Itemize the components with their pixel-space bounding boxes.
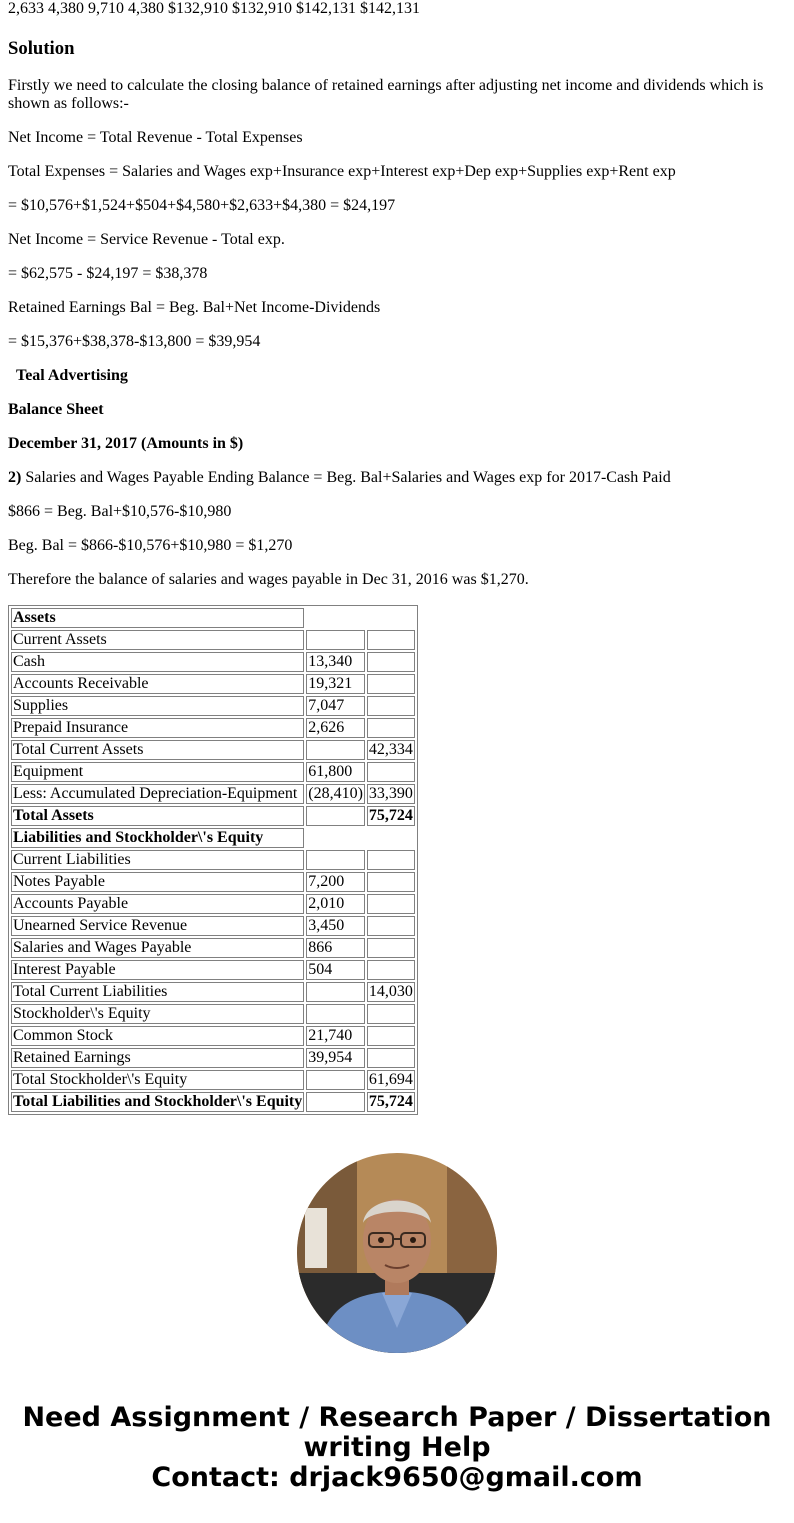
detail-amount: 39,954 (306, 1048, 365, 1068)
intro-paragraph: Firstly we need to calculate the closing balance of retained earnings after adjusting net income and dividends which is shown as follows:- (8, 77, 764, 112)
row-label: Less: Accumulated Depreciation-Equipment (11, 784, 304, 804)
table-row (11, 828, 415, 848)
detail-amount (306, 850, 365, 870)
detail-amount (306, 740, 365, 760)
detail-amount: (28,410) (308, 785, 363, 802)
total-amount (367, 960, 415, 980)
row-label: Retained Earnings (11, 1048, 304, 1068)
row-label: Liabilities and Stockholder\'s Equity (11, 828, 304, 848)
total-amount: 42,334 (368, 741, 413, 758)
table-row (11, 652, 415, 672)
net-income-calc: = $62,575 - $24,197 = $38,378 (8, 265, 208, 282)
contact-line-1: Need Assignment / Research Paper / Dissertation (22, 1402, 772, 1433)
contact-email: Contact: drjack9650@gmail.com (151, 1462, 643, 1493)
total-amount: 14,030 (368, 983, 413, 1000)
detail-amount: 7,047 (306, 696, 365, 716)
table-row (11, 674, 415, 694)
row-label: Current Liabilities (11, 850, 304, 870)
solution-heading: Solution (8, 38, 75, 59)
total-amount: 75,724 (368, 807, 413, 824)
total-amount (367, 630, 415, 650)
detail-amount: 7,200 (306, 872, 365, 892)
total-amount (367, 696, 415, 716)
table-row (11, 1026, 415, 1046)
detail-amount: 2,010 (306, 894, 365, 914)
part2-equation: $866 = Beg. Bal+$10,576-$10,980 (8, 503, 232, 520)
balance-sheet-table (8, 605, 418, 1115)
table-row (11, 960, 415, 980)
detail-amount: 21,740 (306, 1026, 365, 1046)
total-amount (367, 894, 415, 914)
total-amount: 33,390 (368, 785, 413, 802)
part2-beg-bal: Beg. Bal = $866-$10,576+$10,980 = $1,270 (8, 537, 293, 554)
net-income-service-formula: Net Income = Service Revenue - Total exp. (8, 231, 285, 248)
table-row (11, 608, 415, 628)
total-amount (367, 1026, 415, 1046)
author-avatar (297, 1153, 497, 1353)
total-amount (367, 938, 415, 958)
total-amount (367, 762, 415, 782)
table-row (11, 1070, 415, 1090)
table-row (11, 872, 415, 892)
table-row (11, 806, 415, 826)
total-amount (367, 718, 415, 738)
row-label: Prepaid Insurance (11, 718, 304, 738)
row-label: Unearned Service Revenue (11, 916, 304, 936)
row-label: Notes Payable (11, 872, 304, 892)
contact-banner (0, 1403, 794, 1493)
statement-title: Balance Sheet (8, 401, 104, 418)
row-label: Interest Payable (11, 960, 304, 980)
table-row (11, 630, 415, 650)
detail-amount (306, 1004, 365, 1024)
net-income-formula: Net Income = Total Revenue - Total Expenses (8, 129, 303, 146)
row-label: Total Current Assets (11, 740, 304, 760)
row-label: Total Stockholder\'s Equity (11, 1070, 304, 1090)
table-row (11, 762, 415, 782)
detail-amount: 2,626 (306, 718, 365, 738)
row-label: Equipment (11, 762, 304, 782)
total-expenses-formula: Total Expenses = Salaries and Wages exp+Insurance exp+Interest exp+Dep exp+Supplies exp+Rent exp (8, 163, 676, 180)
part2-paragraph (8, 469, 786, 487)
table-row (11, 1004, 415, 1024)
empty-cell (306, 828, 415, 848)
table-row (11, 1048, 415, 1068)
row-label: Stockholder\'s Equity (11, 1004, 304, 1024)
detail-amount: 3,450 (306, 916, 365, 936)
part2-label: 2) (8, 469, 22, 486)
row-label: Total Liabilities and Stockholder\'s Equity (13, 1093, 303, 1110)
author-photo (297, 1153, 497, 1353)
row-label: Assets (11, 608, 304, 628)
detail-amount (306, 1092, 365, 1112)
contact-line-2: writing Help (303, 1432, 491, 1463)
total-amount: 75,724 (368, 1093, 413, 1110)
total-amount (367, 652, 415, 672)
part2-conclusion: Therefore the balance of salaries and wages payable in Dec 31, 2016 was $1,270. (8, 571, 529, 588)
detail-amount: 13,340 (306, 652, 365, 672)
row-label: Supplies (11, 696, 304, 716)
part2-text: Salaries and Wages Payable Ending Balance = Beg. Bal+Salaries and Wages exp for 2017-Cash Paid (21, 469, 671, 486)
total-amount (367, 1004, 415, 1024)
total-amount (367, 872, 415, 892)
total-amount (367, 850, 415, 870)
detail-amount (306, 982, 365, 1002)
table-row (11, 938, 415, 958)
retained-earnings-formula: Retained Earnings Bal = Beg. Bal+Net Income-Dividends (8, 299, 381, 316)
row-label: Accounts Payable (11, 894, 304, 914)
total-amount (367, 674, 415, 694)
table-row (11, 916, 415, 936)
row-label: Common Stock (11, 1026, 304, 1046)
table-row (11, 740, 415, 760)
row-label: Total Current Liabilities (11, 982, 304, 1002)
statement-date: December 31, 2017 (Amounts in $) (8, 435, 244, 452)
row-label: Accounts Receivable (11, 674, 304, 694)
table-row (11, 894, 415, 914)
row-label: Total Assets (11, 806, 304, 826)
total-amount: 61,694 (368, 1071, 413, 1088)
total-expenses-calc: = $10,576+$1,524+$504+$4,580+$2,633+$4,380 = $24,197 (8, 197, 396, 214)
detail-amount: 19,321 (306, 674, 365, 694)
total-amount (367, 916, 415, 936)
row-label: Salaries and Wages Payable (11, 938, 304, 958)
detail-amount (306, 1070, 365, 1090)
table-row (11, 784, 415, 804)
top-values-line: 2,633 4,380 9,710 4,380 $132,910 $132,910 $142,131 $142,131 (8, 0, 420, 17)
detail-amount (306, 806, 365, 826)
table-row (11, 696, 415, 716)
detail-amount: 61,800 (306, 762, 365, 782)
detail-amount: 866 (306, 938, 365, 958)
retained-earnings-calc: = $15,376+$38,378-$13,800 = $39,954 (8, 333, 261, 350)
total-amount (367, 1048, 415, 1068)
table-row (11, 982, 415, 1002)
empty-cell (306, 608, 415, 628)
row-label: Current Assets (11, 630, 304, 650)
detail-amount: 504 (306, 960, 365, 980)
detail-amount (306, 630, 365, 650)
table-row (11, 850, 415, 870)
company-name: Teal Advertising (16, 367, 128, 384)
table-row (11, 718, 415, 738)
row-label: Cash (11, 652, 304, 672)
table-row (11, 1092, 415, 1112)
